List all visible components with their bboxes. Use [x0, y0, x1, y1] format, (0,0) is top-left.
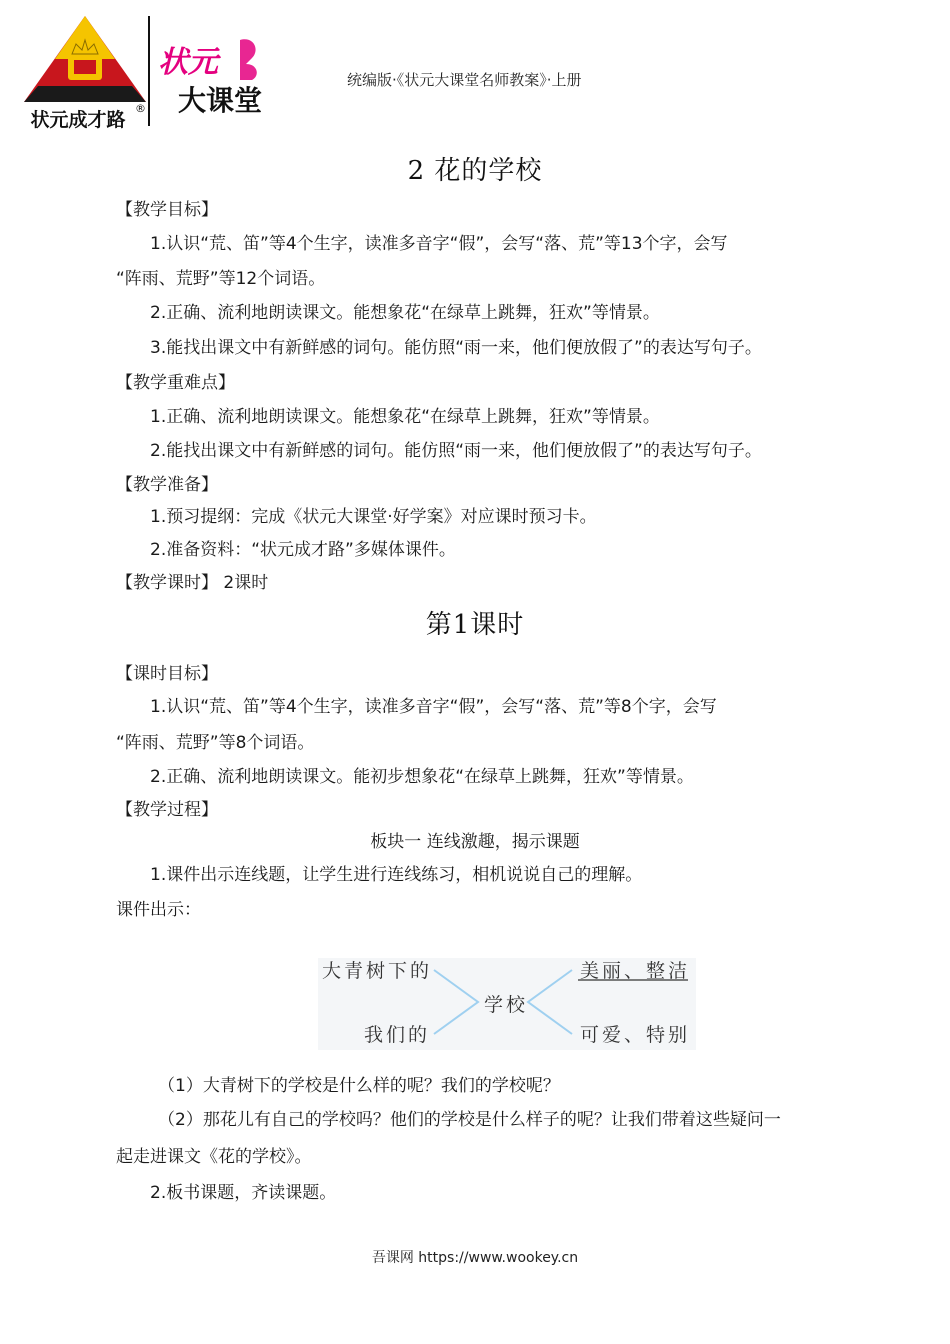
teaching-process-heading: 【教学过程】	[116, 800, 218, 820]
page-footer: 吾课网 https://www.wookey.cn	[371, 1250, 579, 1266]
daketang-logo	[156, 34, 268, 118]
diagram-center: 学校	[484, 994, 529, 1016]
logo-main-text: 状元成才路	[30, 109, 126, 130]
zhuangyuan-logo	[22, 14, 148, 130]
diagram-left-bottom: 我们的	[364, 1024, 431, 1046]
diagram-right-top: 美丽、整洁	[580, 960, 691, 982]
lesson-title: 第1课时	[425, 610, 525, 640]
question-1: （1）大青树下的学校是什么样的呢？我们的学校呢？	[158, 1076, 560, 1096]
preparation-2: 2.准备资料：“状元成才路”多媒体课件。	[150, 540, 456, 560]
lesson-goal-2: 2.正确、流利地朗读课文。能初步想象花“在绿草上跳舞，狂欢”等情景。	[150, 767, 694, 787]
step-2: 2.板书课题，齐读课题。	[150, 1183, 337, 1203]
courseware-label: 课件出示：	[116, 900, 201, 920]
class-hours-heading: 【教学课时】 2课时	[116, 573, 269, 593]
lesson-goals-heading: 【课时目标】	[116, 664, 218, 684]
goal-3: 3.能找出课文中有新鲜感的词句。能仿照“雨一来，他们便放假了”的表达写句子。	[150, 338, 762, 358]
diagram-left-top: 大青树下的	[322, 960, 433, 982]
matching-diagram	[318, 958, 696, 1050]
registered-mark: ®	[135, 102, 146, 115]
block-1-title: 板块一 连线激趣，揭示课题	[370, 832, 580, 852]
preparation-1: 1.预习提纲：完成《状元大课堂·好学案》对应课时预习卡。	[150, 507, 597, 527]
logo2-line1: 状元	[158, 45, 218, 80]
question-2-line-a: （2）那花儿有自己的学校吗？他们的学校是什么样子的呢？让我们带着这些疑问一	[158, 1110, 781, 1130]
diagram-right-bottom: 可爱、特别	[580, 1024, 691, 1046]
preparation-heading: 【教学准备】	[116, 475, 218, 495]
page-header	[0, 0, 950, 140]
key-points-heading: 【教学重难点】	[116, 373, 235, 393]
teaching-goals-heading: 【教学目标】	[116, 200, 218, 220]
logo2-line2: 大课堂	[178, 84, 263, 117]
key-point-2: 2.能找出课文中有新鲜感的词句。能仿照“雨一来，他们便放假了”的表达写句子。	[150, 441, 762, 461]
question-2-line-b: 起走进课文《花的学校》。	[116, 1147, 312, 1167]
lesson-goal-1-line-b: “阵雨、荒野”等8个词语。	[116, 733, 315, 753]
step-1: 1.课件出示连线题，让学生进行连线练习，相机说说自己的理解。	[150, 865, 643, 885]
page-title: 2 花的学校	[407, 156, 543, 186]
lesson-goal-1-line-a: 1.认识“荒、笛”等4个生字，读准多音字“假”，会写“落、荒”等8个字，会写	[150, 697, 717, 717]
book-title: 统编版·《状元大课堂名师教案》·上册	[347, 71, 582, 89]
logo-divider	[148, 16, 150, 126]
goal-1-line-b: “阵雨、荒野”等12个词语。	[116, 269, 326, 289]
goal-2: 2.正确、流利地朗读课文。能想象花“在绿草上跳舞，狂欢”等情景。	[150, 303, 660, 323]
key-point-1: 1.正确、流利地朗读课文。能想象花“在绿草上跳舞，狂欢”等情景。	[150, 407, 660, 427]
goal-1-line-a: 1.认识“荒、笛”等4个生字，读准多音字“假”，会写“落、荒”等13个字，会写	[150, 234, 728, 254]
